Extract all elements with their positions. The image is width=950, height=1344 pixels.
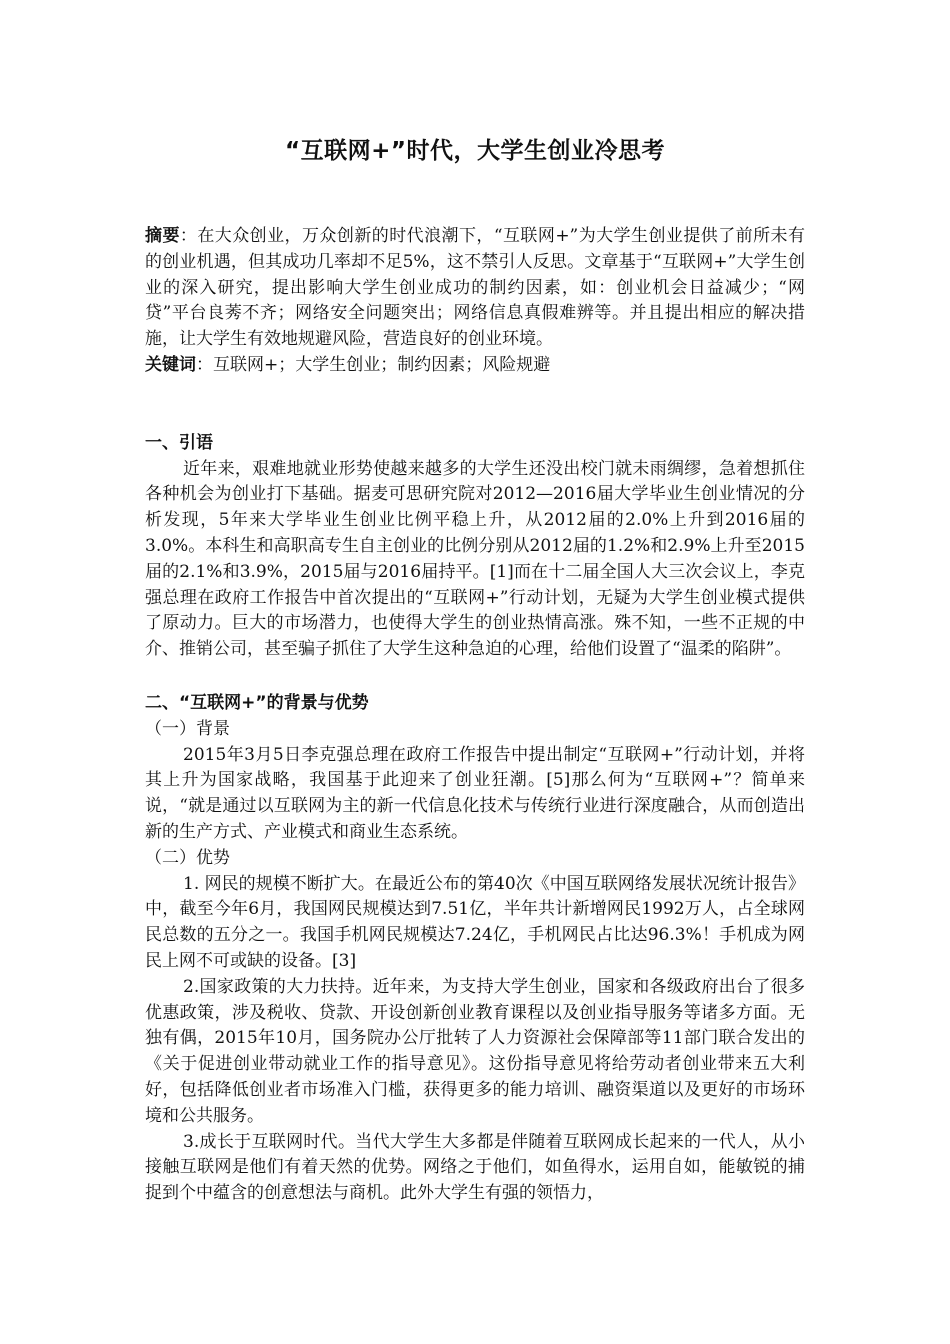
section-2-heading: 二、“互联网+”的背景与优势 (145, 692, 369, 713)
section-1-heading: 一、引语 (145, 432, 213, 453)
subsection-background-heading: （一）背景 (145, 718, 230, 739)
paper-body (145, 224, 805, 1207)
advantage-item-3: 3.成长于互联网时代。当代大学生大多都是伴随着互联网成长起来的一代人，从小接触互联网是他们有着天然的优势。网络之于他们，如鱼得水，运用自如，能敏锐的捕捉到个中蕴含的创意想法与商机。此外大学生有强的领悟力， (145, 1131, 805, 1204)
subsection-advantages-heading: （二）优势 (145, 847, 230, 868)
keywords-paragraph (145, 353, 805, 379)
abstract-label: 摘要 (145, 226, 180, 246)
advantage-item-1: 1. 网民的规模不断扩大。在最近公布的第40次《中国互联网络发展状况统计报告》中，截至今年6月，我国网民规模达到7.51亿，半年共计新增网民1992万人，占全球网民总数的五分之一。我国手机网民规模达7.24亿，手机网民占比达96.3%！手机成为网民上网不可或缺的设备。[3] (145, 873, 805, 971)
abstract-text: ：在大众创业，万众创新的时代浪潮下，“互联网+”为大学生创业提供了前所未有的创业机遇，但其成功几率却不足5%，这不禁引人反思。文章基于“互联网+”大学生创业的深入研究，提出影响大学生创业成功的制约因素，如：创业机会日益减少；“网贷”平台良莠不齐；网络安全问题突出；网络信息真假难辨等。并且提出相应的解决措施，让大学生有效地规避风险，营造良好的创业环境。 (145, 226, 806, 350)
keywords-label: 关键词 (145, 354, 196, 375)
advantage-item-2: 2.国家政策的大力扶持。近年来，为支持大学生创业，国家和各级政府出台了很多优惠政策，涉及税收、贷款、开设创新创业教育课程以及创业指导服务等诸多方面。无独有偶，2015年10月，国务院办公厅批转了人力资源社会保障部等11部门联合发出的《关于促进创业带动就业工作的指导意见》。这份指导意见将给劳动者创业带来五大利好，包括降低创业者市场准入门槛，获得更多的能力培训、融资渠道以及更好的市场环境和公共服务。 (145, 976, 805, 1126)
abstract-paragraph (145, 224, 805, 353)
background-paragraph: 2015年3月5日李克强总理在政府工作报告中提出制定“互联网+”行动计划，并将其上升为国家战略，我国基于此迎来了创业狂潮。[5]那么何为“互联网+”？简单来说，“就是通过以互联网为主的新一代信息化技术与传统行业进行深度融合，从而创造出新的生产方式、产业模式和商业生态系统。 (145, 744, 805, 842)
paper-title: “互联网+”时代，大学生创业冷思考 (284, 138, 665, 164)
keywords-text: ：互联网+；大学生创业；制约因素；风险规避 (196, 354, 551, 375)
section-1-paragraph: 近年来，艰难地就业形势使越来越多的大学生还没出校门就未雨绸缪，急着想抓住各种机会为创业打下基础。据麦可思研究院对2012—2016届大学毕业生创业情况的分析发现，5年来大学毕业生创业比例平稳上升，从2012届的2.0%上升到2016届的3.0%。本科生和高职高专生自主创业的比例分别从2012届的1.2%和2.9%上升至2015届的2.1%和3.9%，2015届与2016届持平。[1]而在十二届全国人大三次会议上，李克强总理在政府工作报告中首次提出的“互联网+”行动计划，无疑为大学生创业模式提供了原动力。巨大的市场潜力，也使得大学生的创业热情高涨。殊不知，一些不正规的中介、推销公司，甚至骗子抓住了大学生这种急迫的心理，给他们设置了“温柔的陷阱”。 (145, 458, 805, 660)
